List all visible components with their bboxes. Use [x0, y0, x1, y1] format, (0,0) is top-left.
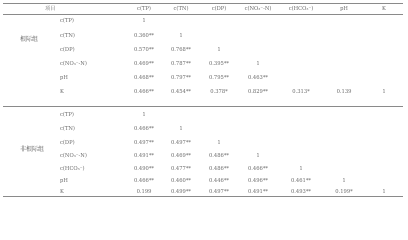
table-cell: 1	[217, 140, 221, 146]
table-cell: 0.466**	[133, 178, 155, 184]
row-label: K	[60, 89, 64, 95]
row-label: c(TN)	[60, 126, 75, 132]
row-label: pH	[60, 178, 68, 184]
header-col-hco3: c(HCO₃⁻)	[288, 6, 314, 12]
header-col-k: K	[382, 6, 386, 12]
row-label: c(DP)	[60, 47, 75, 53]
row-label: c(TN)	[60, 33, 75, 39]
table-cell: 0.493**	[290, 189, 312, 195]
table-cell: 0.463**	[247, 75, 269, 81]
table-cell: 0.477**	[170, 166, 192, 172]
table-cell: 0.469**	[133, 61, 155, 67]
table-cell: 0.829**	[247, 89, 269, 95]
table-cell: 0.199*	[335, 189, 353, 195]
table-cell: 0.768**	[170, 47, 192, 53]
table-cell: 0.466**	[247, 166, 269, 172]
header-col-ph: pH	[340, 6, 348, 12]
table-cell: 0.499**	[170, 189, 192, 195]
table-cell: 0.797**	[170, 75, 192, 81]
row-label: c(NO₃⁻-N)	[60, 153, 87, 159]
table-cell: 0.466**	[133, 126, 155, 132]
top-rule	[3, 3, 403, 4]
row-label: K	[60, 189, 64, 195]
table-cell: 0.199	[136, 189, 152, 195]
table-cell: 0.360**	[133, 33, 155, 39]
table-cell: 1	[142, 18, 146, 24]
group-label: 根际组	[20, 36, 39, 43]
table-cell: 1	[256, 61, 260, 67]
table-cell: 1	[217, 47, 221, 53]
table-cell: 0.570**	[133, 47, 155, 53]
bottom-rule	[3, 196, 403, 197]
table-cell: 1	[142, 112, 146, 118]
table-cell: 1	[342, 178, 346, 184]
table-cell: 0.491**	[133, 153, 155, 159]
table-cell: 0.491**	[247, 189, 269, 195]
table-cell: 0.787**	[170, 61, 192, 67]
table-cell: 0.313*	[292, 89, 310, 95]
table-cell: 1	[256, 153, 260, 159]
table-cell: 0.490**	[133, 166, 155, 172]
row-label: pH	[60, 75, 68, 81]
table-cell: 1	[382, 89, 386, 95]
table-cell: 1	[299, 166, 303, 172]
header-col-dp: c(DP)	[211, 6, 227, 12]
table-cell: 0.486**	[208, 153, 230, 159]
table-cell: 1	[382, 189, 386, 195]
table-cell: 1	[179, 126, 183, 132]
header-item: 项目	[45, 6, 56, 12]
table-cell: 0.497**	[170, 140, 192, 146]
group-label: 非根际组	[20, 146, 45, 153]
table-cell: 0.378*	[210, 89, 228, 95]
table-cell: 0.446**	[208, 178, 230, 184]
table-cell: 0.496**	[247, 178, 269, 184]
header-col-tn: c(TN)	[173, 6, 189, 12]
table-cell: 0.466**	[133, 89, 155, 95]
row-label: c(TP)	[60, 112, 74, 118]
table-cell: 0.795**	[208, 75, 230, 81]
table-cell: 0.469**	[170, 153, 192, 159]
table-cell: 0.497**	[208, 189, 230, 195]
table-cell: 0.139	[336, 89, 352, 95]
table-cell: 0.395**	[208, 61, 230, 67]
header-col-tp: c(TP)	[137, 6, 151, 12]
group-divider	[3, 106, 403, 107]
table-cell: 0.454**	[170, 89, 192, 95]
table-cell: 1	[179, 33, 183, 39]
table-cell: 0.460**	[170, 178, 192, 184]
row-label: c(HCO₃⁻)	[60, 166, 85, 172]
row-label: c(DP)	[60, 140, 75, 146]
header-rule	[3, 14, 403, 15]
row-label: c(NO₃⁻-N)	[60, 61, 87, 67]
table-cell: 0.468**	[133, 75, 155, 81]
row-label: c(TP)	[60, 18, 74, 24]
table-cell: 0.486**	[208, 166, 230, 172]
table-cell: 0.461**	[290, 178, 312, 184]
table-cell: 0.497**	[133, 140, 155, 146]
header-col-no3n: c(NO₃⁻-N)	[244, 6, 272, 12]
